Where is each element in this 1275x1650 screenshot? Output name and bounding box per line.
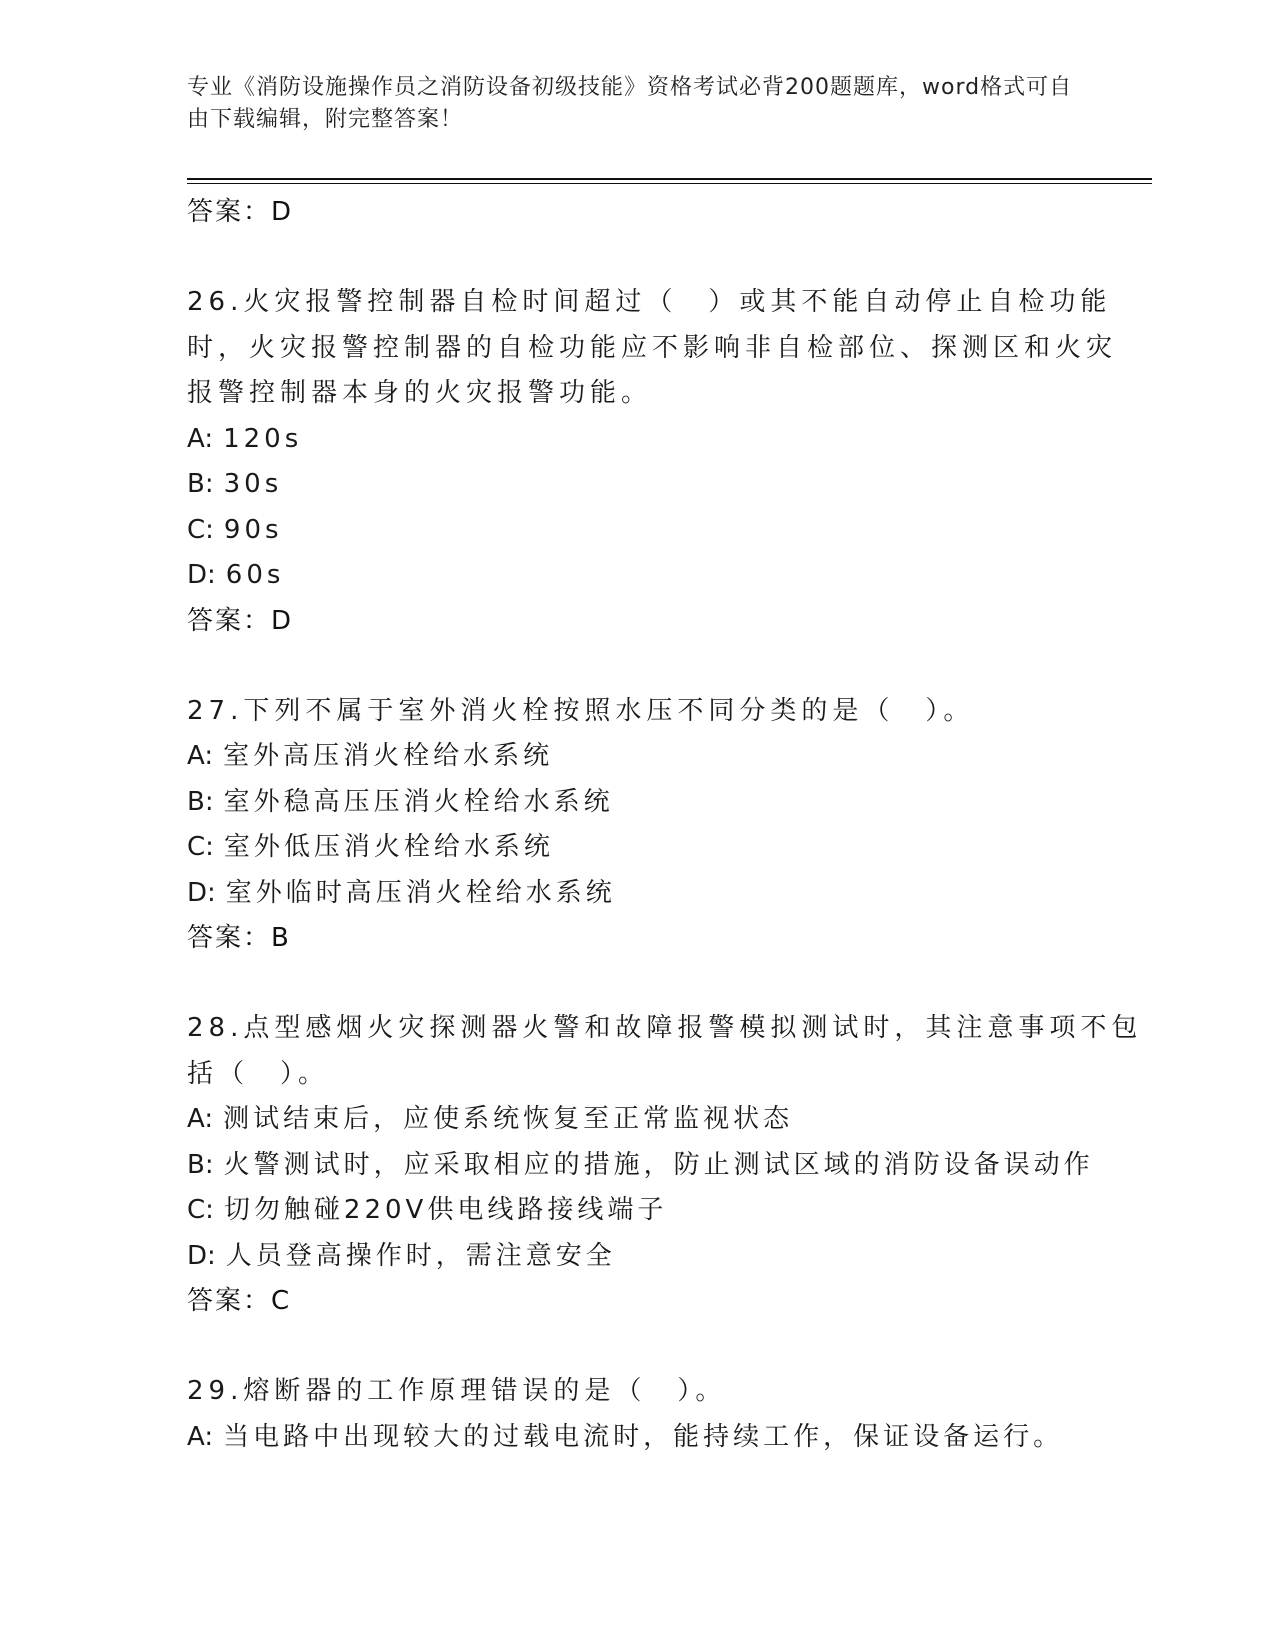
option-d bbox=[187, 871, 1147, 917]
option-letter: C: bbox=[187, 1195, 214, 1225]
question-stem: 28.点型感烟火灾探测器火警和故障报警模拟测试时，其注意事项不包括（ ）。 bbox=[187, 1013, 1143, 1089]
option-letter: D: bbox=[187, 560, 216, 590]
answer-label: 答案：D bbox=[187, 605, 294, 636]
option-letter: B: bbox=[187, 1149, 214, 1180]
option-a bbox=[187, 734, 1147, 780]
header-divider-thin bbox=[187, 183, 1152, 184]
option-a bbox=[187, 1097, 1147, 1143]
option-letter: A: bbox=[187, 1104, 214, 1134]
option-text: 30s bbox=[223, 469, 283, 499]
option-letter: A: bbox=[187, 1421, 214, 1452]
question-stem: 26.火灾报警控制器自检时间超过（ ）或其不能自动停止自检功能时，火灾报警控制器的自检功能应不影响非自检部位、探测区和火灾报警控制器本身的火灾报警功能。 bbox=[187, 287, 1118, 408]
question-list bbox=[187, 190, 1147, 1460]
option-letter: C: bbox=[187, 514, 214, 545]
option-text: 室外稳高压压消火栓给水系统 bbox=[223, 786, 614, 817]
option-text: 90s bbox=[223, 514, 283, 545]
option-letter: A: bbox=[187, 423, 214, 454]
option-text: 室外低压消火栓给水系统 bbox=[223, 832, 554, 862]
question-stem: 27.下列不属于室外消火栓按照水压不同分类的是（ ）。 bbox=[187, 695, 975, 726]
header-divider-thick bbox=[187, 178, 1152, 180]
option-text: 室外高压消火栓给水系统 bbox=[223, 741, 554, 771]
option-text: 60s bbox=[225, 560, 285, 590]
option-letter: B: bbox=[187, 469, 214, 499]
answer-label: 答案：D bbox=[187, 197, 294, 227]
option-c bbox=[187, 1188, 1147, 1234]
option-text: 当电路中出现较大的过载电流时，能持续工作，保证设备运行。 bbox=[223, 1421, 1064, 1452]
option-a bbox=[187, 417, 1147, 463]
option-d bbox=[187, 553, 1147, 599]
option-a bbox=[187, 1415, 1147, 1461]
answer-label: 答案：B bbox=[187, 923, 291, 953]
option-b bbox=[187, 780, 1147, 826]
option-text: 人员登高操作时，需注意安全 bbox=[225, 1240, 616, 1271]
option-text: 切勿触碰220V供电线路接线端子 bbox=[223, 1195, 668, 1225]
option-text: 120s bbox=[223, 423, 303, 454]
page-header: 专业《消防设施操作员之消防设备初级技能》资格考试必背200题题库，word格式可自由下载编辑，附完整答案！ bbox=[187, 75, 1073, 132]
option-letter: A: bbox=[187, 741, 214, 771]
option-text: 火警测试时，应采取相应的措施，防止测试区域的消防设备误动作 bbox=[223, 1149, 1094, 1180]
option-letter: D: bbox=[187, 1240, 216, 1271]
question-stem: 29.熔断器的工作原理错误的是（ ）。 bbox=[187, 1376, 727, 1406]
option-c bbox=[187, 825, 1147, 871]
option-text: 测试结束后，应使系统恢复至正常监视状态 bbox=[223, 1104, 794, 1134]
option-letter: B: bbox=[187, 786, 214, 817]
option-text: 室外临时高压消火栓给水系统 bbox=[225, 877, 616, 908]
answer-label: 答案：C bbox=[187, 1286, 292, 1316]
option-c bbox=[187, 508, 1147, 554]
option-d bbox=[187, 1234, 1147, 1280]
option-letter: D: bbox=[187, 877, 216, 908]
option-b bbox=[187, 462, 1147, 508]
option-b bbox=[187, 1143, 1147, 1189]
option-letter: C: bbox=[187, 832, 214, 862]
